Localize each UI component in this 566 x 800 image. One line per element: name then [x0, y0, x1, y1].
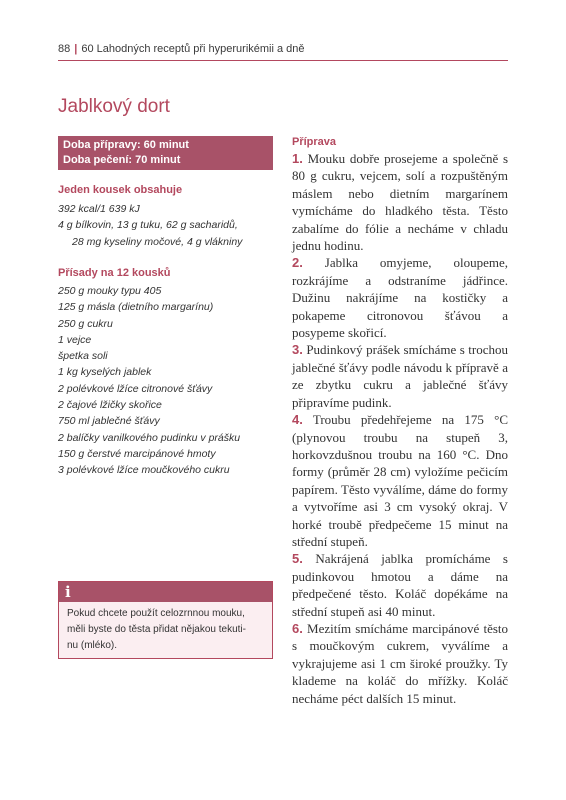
time-box [58, 136, 273, 170]
step-text: Nakrájená jablka promícháme s pudinkovou hmotou a dáme na předpečené těsto. Koláč dopékáme na střední stupeň asi 40 minut. [292, 551, 508, 619]
running-header [58, 43, 508, 55]
ingredient-item: 2 balíčky vanilkového pudinku v prášku [58, 431, 241, 444]
step-text: Mouku dobře prosejeme a společně s 80 g cukru, vejcem, solí a rozpuštěným máslem nebo dietním margarínem vymícháme do hladkého těsta. Těsto zabalíme do fólie a necháme v chladu jednu hodinu. [292, 151, 509, 254]
step-text: Mezitím smícháme marcipánové těsto s moučkovým cukrem, vyválíme a vykrajujeme asi 1 cm široké proužky. Ty klademe na koláč do mřížky. Koláč necháme péct dalších 15 minut. [292, 620, 509, 706]
ingredient-item: 3 polévkové lžíce moučkového cukru [58, 464, 230, 477]
preparation-steps [292, 150, 508, 707]
header-rule [58, 60, 508, 61]
ingredient-item: 125 g másla (dietního margarínu) [58, 301, 214, 314]
ingredient-item: špetka soli [58, 350, 108, 363]
ingredient-item: 750 ml jablečné šťávy [58, 415, 160, 428]
preparation-heading: Příprava [292, 136, 337, 148]
page-number: 88 [58, 43, 71, 55]
step-number: 5. [292, 551, 303, 567]
step-1 [292, 150, 508, 254]
step-number: 2. [292, 255, 303, 271]
step-text: Jablka omyjeme, oloupeme, rozkrájíme a odstraníme jádřince. Dužinu nakrájíme na kostičky a pokapeme citronovou šťávou a posypeme skořicí. [292, 255, 508, 341]
tip-box [58, 581, 273, 659]
step-text: Pudinkový prášek smícháme s trochou jablečné šťávy podle návodu k přípravě a ze zbytku cukru a jablečné šťávy připravíme pudink. [292, 342, 508, 410]
tip-line: měli byste do těsta přidat nějakou tekuti- [67, 624, 246, 635]
ingredient-item: 250 g mouky typu 405 [58, 285, 162, 297]
ingredient-item: 2 čajové lžičky skořice [58, 399, 162, 412]
bake-time: Doba pečení: 70 minut [63, 154, 181, 166]
ingredient-item: 2 polévkové lžíce citronové šťávy [58, 382, 213, 395]
step-text: Troubu předehřejeme na 175 °C (plynovou troubu na stupeň 3, horkovzdušnou troubu na 160 °C. Dno formy (průměr 28 cm) vyložíme pečicím papírem. Těsto vyválíme, dáme do formy a vytvoříme asi 3 cm vysoký okraj. V horké troubě předpečeme 15 minut na střední stupeň. [292, 412, 509, 549]
tip-text [67, 606, 267, 654]
ingredient-item: 150 g čerstvé marcipánové hmoty [58, 447, 216, 460]
step-number: 6. [292, 620, 303, 636]
book-title: 60 Lahodných receptů při hyperurikémii a dně [81, 43, 305, 55]
nutrition-heading: Jeden kousek obsahuje [58, 184, 183, 196]
step-2 [292, 254, 508, 341]
tip-line: Pokud chcete použít celozrnnou mouku, [67, 608, 245, 619]
step-number: 3. [292, 342, 303, 358]
ingredients-list [58, 283, 278, 479]
prep-time: Doba přípravy: 60 minut [63, 139, 189, 151]
recipe-title: Jablkový dort [58, 96, 170, 117]
tip-bar [59, 582, 272, 602]
step-6 [292, 620, 508, 707]
header-separator: | [74, 43, 78, 55]
step-4 [292, 411, 508, 550]
ingredients-heading: Přísady na 12 kousků [58, 267, 171, 279]
ingredient-item: 1 vejce [58, 333, 92, 346]
nutrition-list [58, 201, 278, 250]
info-icon: i [65, 583, 71, 601]
step-5 [292, 550, 508, 620]
nutrition-line: 4 g bílkovin, 13 g tuku, 62 g sacharidů, [58, 219, 238, 232]
ingredient-item: 1 kg kyselých jablek [58, 366, 152, 379]
tip-line: nu (mléko). [67, 640, 118, 651]
step-number: 4. [292, 412, 303, 428]
step-3 [292, 341, 508, 411]
ingredient-item: 250 g cukru [58, 317, 113, 330]
nutrition-line: 28 mg kyseliny močové, 4 g vlákniny [72, 235, 243, 248]
nutrition-line: 392 kcal/1 639 kJ [58, 203, 140, 215]
step-number: 1. [292, 151, 303, 166]
